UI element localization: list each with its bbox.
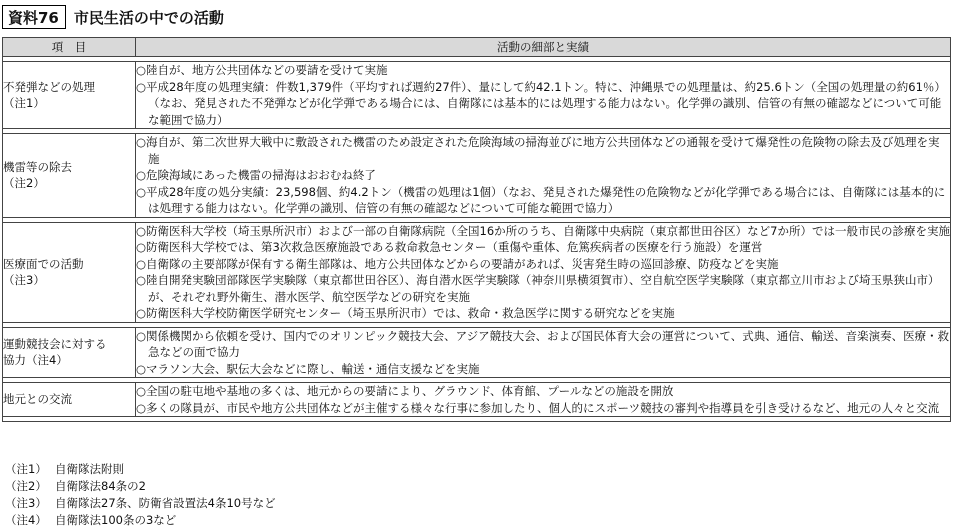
item-note-ref: （注3） [3,273,45,287]
footnote [5,495,276,512]
item-cell [3,222,136,322]
table-row [3,327,951,378]
detail-line: ○マラソン大会、駅伝大会などに際し、輸送・通信支援などを実施 [136,361,480,376]
detail-line: ○多くの隊員が、市民や地方公共団体などが主催する様々な行事に参加したり、個人的にスポーツ競技の審判や指導員を引き受けるなど、地元の人々と交流 [136,400,940,415]
detail-cell [136,134,951,218]
item-label-cont: 協力（注4） [3,353,68,368]
table-row [3,383,951,417]
item-note-ref: （注1） [3,96,45,110]
item-cell [3,383,136,417]
footnote [5,478,276,495]
table-row [3,62,951,129]
footnote-mark: （注3） [5,496,47,510]
detail-line: ○陸自開発実験団部隊医学実験隊（東京都世田谷区）、海自潜水医学実験隊（神奈川県横須賀市）、空自航空医学実験隊（東京都立川市および埼玉県狭山市）が、それぞれ野外衛生、潜水医学、航空医学などの研究を実施 [136,273,940,304]
footnote [5,461,276,478]
detail-line: ○防衛医科大学校（埼玉県所沢市）および一部の自衛隊病院（全国16か所のうち、自衛隊中央病院（東京都世田谷区）など7か所）では一般市民の診療を実施 [136,223,950,238]
detail-line: ○防衛医科大学校では、第3次救急医療施設である救命救急センター（重傷や重体、危篤疾病者の医療を行う施設）を運営 [136,240,763,254]
table-header-row [3,38,951,57]
document-header [2,4,224,30]
material-number-label: 資料76 [2,5,66,29]
footnote-mark: （注1） [5,462,47,476]
activities-table [2,37,951,422]
detail-line: ○防衛医科大学校防衛医学研究センター（埼玉県所沢市）では、救命・救急医学に関する研究などを実施 [136,306,675,320]
item-cell [3,327,136,378]
detail-cell [136,327,951,378]
column-header-detail: 活動の細部と実績 [136,38,951,57]
detail-line: ○危険海域にあった機雷の掃海はおおむね終了 [136,168,376,182]
detail-cell [136,222,951,322]
detail-line: ○全国の駐屯地や基地の多くは、地元からの要請により、グラウンド、体育館、プールなどの施設を開放 [136,384,674,398]
table-row [3,222,951,322]
item-label: 医療面での活動 [3,256,84,271]
item-note-ref: （注2） [3,176,45,191]
footnote [5,512,276,529]
item-cell [3,62,136,129]
item-label: 地元との交流 [3,392,72,407]
footnotes [5,461,276,529]
footnote-text: 自衛隊法100条の3など [55,513,177,527]
detail-line: ○陸自が、地方公共団体などの要請を受けて実施 [136,63,388,77]
detail-line: ○関係機関から依頼を受け、国内でのオリンピック競技大会、アジア競技大会、および国民体育大会の運営について、式典、通信、輸送、音楽演奏、医療・救急などの面で協力 [136,328,950,359]
detail-line: ○平成28年度の処理実績：件数1,379件（平均すれば週約27件）、量にして約42.1トン。特に、沖縄県での処理量は、約25.6トン（全国の処理量の約61％）（なお、発見された不発弾などが化学弾である場合には、自衛隊には基本的には処理する能力はない。化学弾の識別、信管の有無の確認などについて可能な範囲で協力） [136,79,946,127]
footnote-text: 自衛隊法84条の2 [55,479,146,493]
detail-cell [136,62,951,129]
detail-line: ○自衛隊の主要部隊が保有する衛生部隊は、地方公共団体などからの要請があれば、災害発生時の巡回診療、防疫などを実施 [136,256,779,271]
item-cell [3,134,136,218]
item-label: 不発弾などの処理 [3,79,95,94]
detail-line: ○平成28年度の処分実績：23,598個、約4.2トン（機雷の処理は1個）（なお、発見された爆発性の危険物などが化学弾である場合には、自衛隊には基本的には処理する能力はない。化学弾の識別、信管の有無の確認などについて可能な範囲で協力） [136,184,946,215]
table-row [3,134,951,218]
detail-cell [136,383,951,417]
footnote-text: 自衛隊法附則 [55,462,124,476]
page-title: 市民生活の中での活動 [73,8,224,27]
detail-line: ○海自が、第二次世界大戦中に敷設された機雷のため設定された危険海域の掃海並びに地方公共団体などの通報を受けて爆発性の危険物の除去及び処理を実施 [136,135,940,166]
footnote-text: 自衛隊法27条、防衛省設置法4条10号など [55,496,276,510]
item-label: 機雷等の除去 [3,159,72,174]
footnote-mark: （注4） [5,513,47,527]
item-label: 運動競技会に対する [3,336,107,351]
column-header-item: 項 目 [3,38,136,57]
footnote-mark: （注2） [5,479,47,493]
